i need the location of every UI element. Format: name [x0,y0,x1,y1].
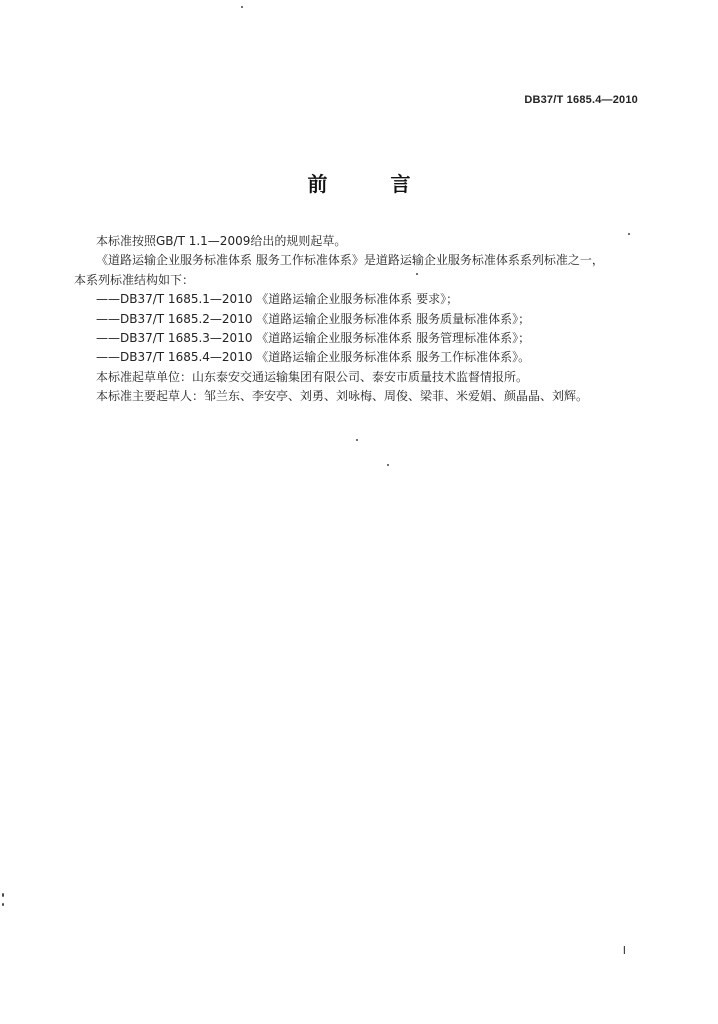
preface-line-part-4: ——DB37/T 1685.4—2010 《道路运输企业服务标准体系 服务工作标准体系》。 [96,350,531,365]
scan-speck [2,903,4,906]
scan-speck [416,273,418,275]
scan-speck [387,464,389,466]
preface-line-series-membership: 《道路运输企业服务标准体系 服务工作标准体系》是道路运输企业服务标准体系系列标准之一， [96,253,604,268]
preface-line-drafters: 本标准主要起草人：邹兰东、李安亭、刘勇、刘咏梅、周俊、梁菲、米爱娟、颜晶晶、刘辉。 [96,389,589,404]
preface-line-drafting-units: 本标准起草单位：山东泰安交通运输集团有限公司、泰安市质量技术监督情报所。 [96,369,529,384]
preface-body [74,232,644,407]
page-title: 前 言 [307,172,439,196]
standard-code: DB37/T 1685.4—2010 [524,94,638,106]
preface-line-series-structure: 本系列标准结构如下： [74,272,195,287]
scan-speck [628,233,630,235]
scan-speck [241,6,243,8]
scan-speck [356,439,358,441]
scan-speck [2,893,4,897]
page-number: I [622,944,626,957]
preface-line-part-2: ——DB37/T 1685.2—2010 《道路运输企业服务标准体系 服务质量标准体系》； [96,311,531,326]
preface-line-drafting-rules: 本标准按照GB/T 1.1—2009给出的规则起草。 [96,234,347,248]
preface-line-part-3: ——DB37/T 1685.3—2010 《道路运输企业服务标准体系 服务管理标准体系》； [96,331,531,346]
preface-line-part-1: ——DB37/T 1685.1—2010 《道路运输企业服务标准体系 要求》； [96,292,459,307]
